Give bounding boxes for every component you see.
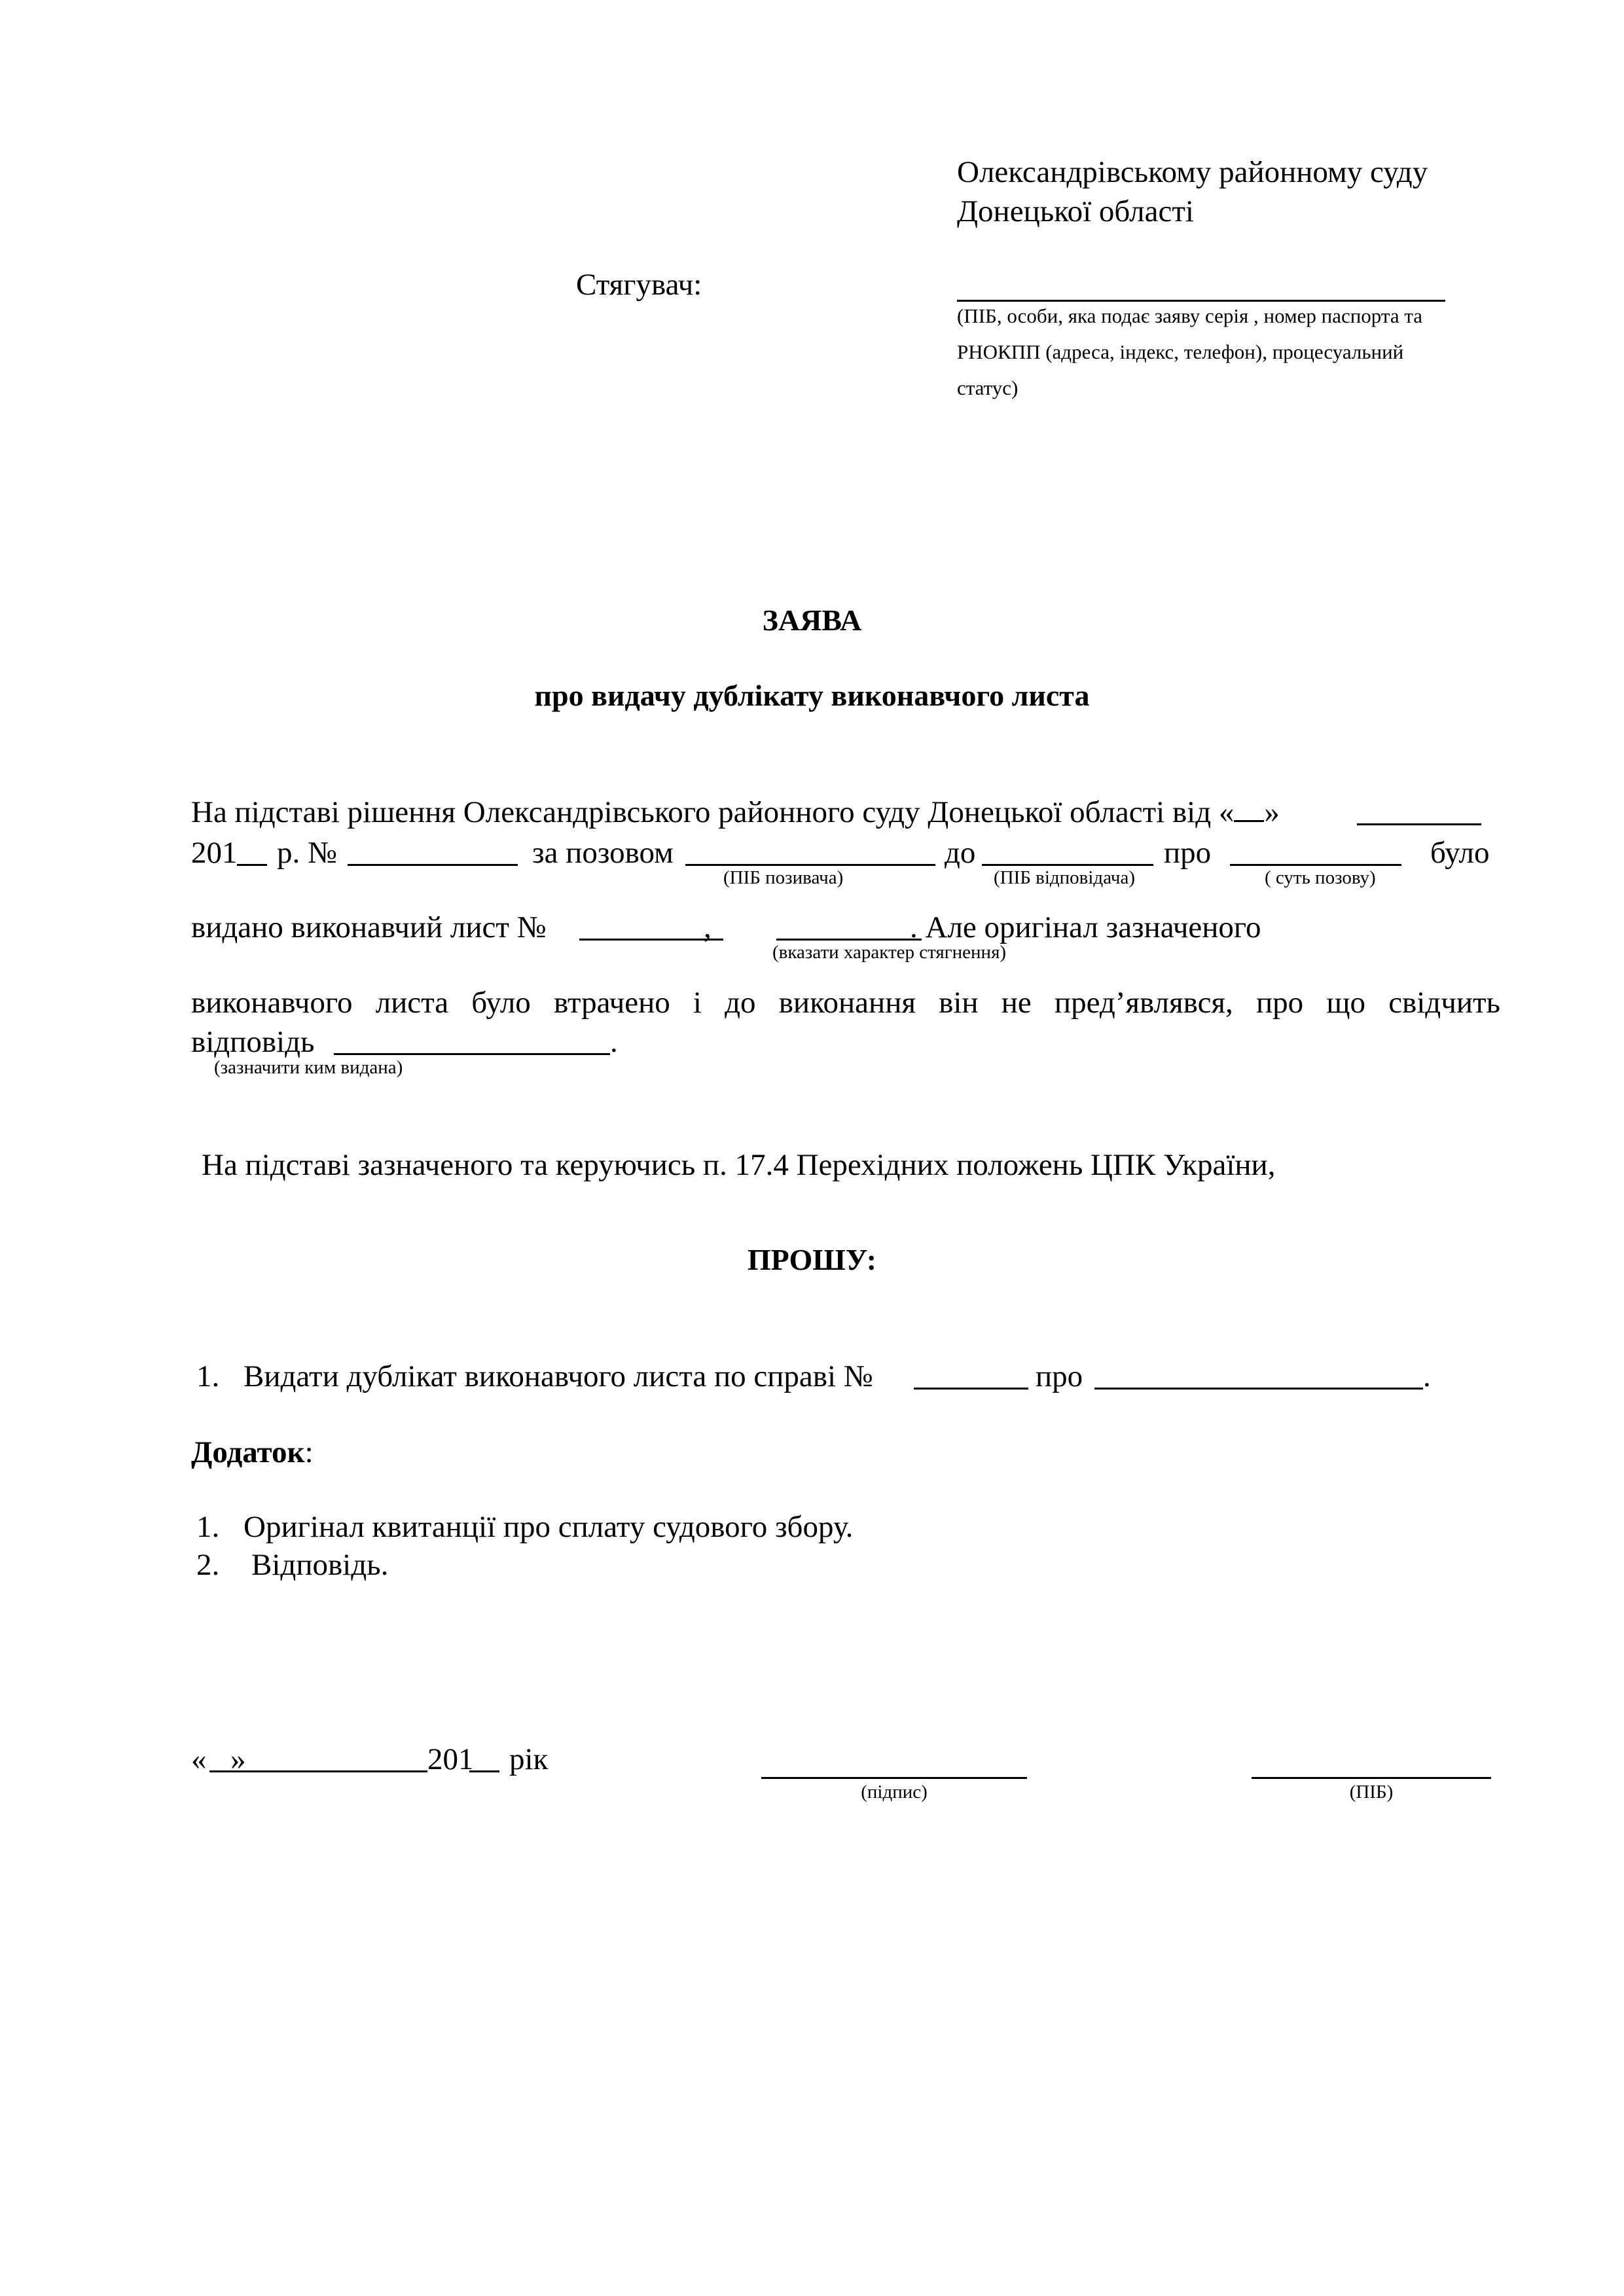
claimant-hint-line-2: РНОКПП (адреса, індекс, телефон), процесуальний: [957, 340, 1404, 363]
attachment-text-1: Оригінал квитанції про сплату судового збору.: [244, 1510, 854, 1544]
recovery-character-field[interactable]: [776, 939, 922, 941]
date-quote-open: «: [191, 1742, 207, 1776]
document-title: ЗАЯВА: [762, 603, 862, 637]
date-month-field[interactable]: [244, 1770, 427, 1772]
full-name-hint: (ПІБ): [1349, 1782, 1394, 1803]
attachment-text-2: Відповідь.: [251, 1548, 389, 1582]
case-number-label: р. №: [277, 836, 337, 870]
issued-by-hint: (зазначити ким видана): [214, 1057, 403, 1078]
response-label: відповідь: [191, 1025, 315, 1059]
request-heading: ПРОШУ:: [747, 1243, 877, 1276]
year-prefix: 201: [191, 836, 238, 870]
claim-label: за позовом: [532, 836, 674, 870]
legal-basis-text: На підставі зазначеного та керуючись п. 17.4 Перехідних положень ЦПК України,: [202, 1148, 1276, 1182]
addressee-line-2: Донецької області: [957, 194, 1194, 228]
case-file-number-field[interactable]: [914, 1388, 1028, 1390]
paragraph-1-line-1: [191, 797, 1280, 828]
addressee-line-1: Олександрівському районному суду: [957, 155, 1428, 189]
plaintiff-field[interactable]: [685, 864, 935, 866]
request-item-about: про: [1036, 1359, 1083, 1393]
claimant-field[interactable]: [957, 300, 1445, 302]
signature-field[interactable]: [761, 1777, 1027, 1779]
defendant-label: до: [945, 836, 976, 870]
claim-essence-hint: ( суть позову): [1265, 867, 1376, 888]
date-year-field[interactable]: [469, 1770, 499, 1772]
writ-rest-text: . Але оригінал зазначеного: [910, 910, 1261, 944]
full-name-field[interactable]: [1252, 1777, 1491, 1779]
defendant-field[interactable]: [982, 864, 1153, 866]
decision-month-field[interactable]: [1357, 823, 1481, 825]
was-label: було: [1430, 836, 1490, 870]
signature-hint: (підпис): [861, 1782, 928, 1803]
response-dot: .: [610, 1025, 618, 1059]
issued-by-field[interactable]: [334, 1053, 610, 1055]
case-subject-field[interactable]: [1094, 1388, 1423, 1390]
about-label: про: [1164, 836, 1212, 870]
attachments-heading-label: Додаток: [191, 1435, 305, 1469]
attachments-heading: [191, 1437, 314, 1468]
request-item-text: Видати дублікат виконавчого листа по справі №: [244, 1359, 873, 1393]
attachment-number-2: 2.: [196, 1548, 220, 1582]
attachment-number-1: 1.: [196, 1510, 220, 1544]
date-year-suffix: рік: [509, 1742, 549, 1776]
document-subtitle: про видачу дублікату виконавчого листа: [534, 679, 1090, 712]
claimant-hint-line-1: (ПІБ, особи, яка подає заяву серія , номер паспорта та: [957, 304, 1423, 327]
recovery-character-hint: (вказати характер стягнення): [772, 942, 1007, 963]
date-quote-close: »: [230, 1742, 246, 1776]
writ-issued-text: видано виконавчий лист №: [191, 910, 547, 944]
paragraph-1-text: На підставі рішення Олександрівського районного суду Донецької області від «: [191, 795, 1235, 829]
claimant-label: Стягувач:: [576, 268, 702, 302]
lost-writ-text: виконавчого листа було втрачено і до виконання він не пред’являвся, про що свідчить: [191, 986, 1500, 1020]
decision-day-field[interactable]: [1234, 800, 1264, 822]
claimant-hint-line-3: статус): [957, 376, 1019, 399]
case-number-field[interactable]: [348, 864, 518, 866]
date-year-prefix: 201: [427, 1742, 474, 1776]
writ-number-field[interactable]: [579, 939, 723, 941]
attachments-heading-colon: :: [304, 1435, 314, 1469]
writ-comma: ,: [704, 910, 712, 944]
request-item-end: .: [1423, 1359, 1431, 1393]
quote-close: »: [1264, 795, 1280, 829]
claim-essence-field[interactable]: [1230, 864, 1401, 866]
defendant-hint: (ПІБ відповідача): [994, 867, 1136, 888]
decision-year-field[interactable]: [237, 864, 267, 866]
plaintiff-hint: (ПІБ позивача): [723, 867, 844, 888]
request-item-number: 1.: [196, 1359, 220, 1393]
